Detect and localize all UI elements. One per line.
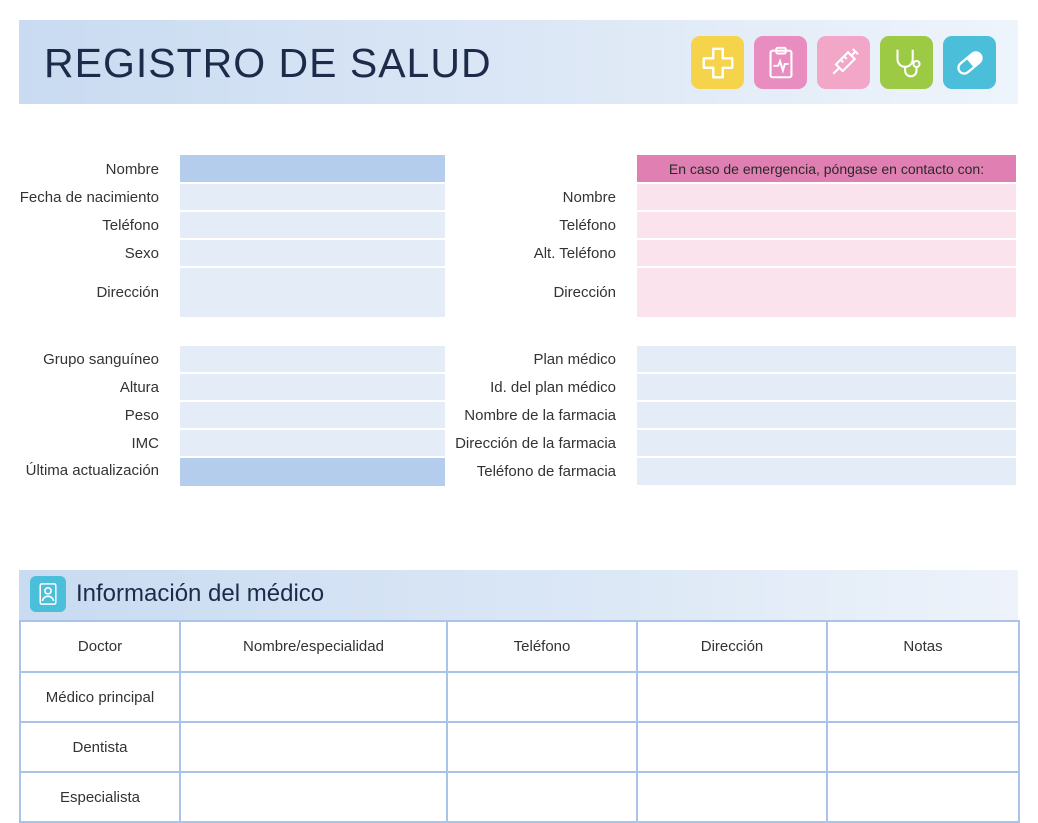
- stethoscope-icon: [880, 36, 933, 89]
- label-emergency-nombre: Nombre: [562, 189, 616, 206]
- column-header-notas: Notas: [827, 621, 1019, 672]
- table-cell[interactable]: [180, 722, 447, 772]
- label-emergency-direccion: Dirección: [553, 284, 616, 301]
- grupo-sanguineo-field[interactable]: [180, 346, 445, 372]
- column-header-telefono: Teléfono: [447, 621, 637, 672]
- emergency-alt-telefono-field[interactable]: [637, 240, 1016, 266]
- telefono-field[interactable]: [180, 212, 445, 238]
- table-row: [20, 722, 1019, 772]
- table-row: [20, 672, 1019, 722]
- syringe-icon: [817, 36, 870, 89]
- clipboard-heartbeat-icon: [754, 36, 807, 89]
- column-header-nombre-especialidad: Nombre/especialidad: [180, 621, 447, 672]
- doctor-section-header: [19, 570, 1018, 620]
- table-cell[interactable]: [637, 672, 827, 722]
- table-cell[interactable]: [447, 722, 637, 772]
- emergency-telefono-field[interactable]: [637, 212, 1016, 238]
- label-telefono-farmacia: Teléfono de farmacia: [476, 463, 616, 480]
- table-cell[interactable]: [827, 722, 1019, 772]
- label-nombre: Nombre: [105, 161, 159, 178]
- emergency-direccion-field[interactable]: [637, 268, 1016, 317]
- column-header-direccion: Dirección: [637, 621, 827, 672]
- table-cell[interactable]: [637, 722, 827, 772]
- label-fecha-nacimiento: Fecha de nacimiento: [19, 189, 159, 206]
- sexo-field[interactable]: [180, 240, 445, 266]
- label-sexo: Sexo: [124, 245, 159, 262]
- column-header-doctor: Doctor: [20, 621, 180, 672]
- row-label: Médico principal: [20, 672, 180, 722]
- label-plan-medico: Plan médico: [533, 351, 616, 368]
- label-direccion-farmacia: Dirección de la farmacia: [455, 435, 616, 452]
- emergency-heading: En caso de emergencia, póngase en contacto con:: [637, 155, 1016, 182]
- telefono-farmacia-field[interactable]: [637, 458, 1016, 485]
- peso-field[interactable]: [180, 402, 445, 428]
- nombre-field[interactable]: [180, 155, 445, 182]
- imc-field[interactable]: [180, 430, 445, 456]
- doctor-table: [19, 620, 1020, 823]
- table-cell[interactable]: [827, 772, 1019, 822]
- label-emergency-alt-telefono: Alt. Teléfono: [533, 245, 616, 262]
- table-cell[interactable]: [447, 672, 637, 722]
- table-cell[interactable]: [637, 772, 827, 822]
- doctor-badge-icon: [30, 576, 66, 612]
- table-cell[interactable]: [180, 772, 447, 822]
- row-label: Especialista: [20, 772, 180, 822]
- row-label: Dentista: [20, 722, 180, 772]
- label-imc: IMC: [131, 435, 159, 452]
- label-peso: Peso: [124, 407, 159, 424]
- table-row: [20, 772, 1019, 822]
- label-ultima-actualizacion: Última actualización: [25, 462, 159, 479]
- label-grupo-sanguineo: Grupo sanguíneo: [43, 351, 159, 368]
- emergency-nombre-field[interactable]: [637, 184, 1016, 210]
- label-id-plan-medico: Id. del plan médico: [490, 379, 616, 396]
- fecha-nacimiento-field[interactable]: [180, 184, 445, 210]
- direccion-farmacia-field[interactable]: [637, 430, 1016, 456]
- pill-icon: [943, 36, 996, 89]
- ultima-actualizacion-field[interactable]: [180, 458, 445, 486]
- label-direccion: Dirección: [96, 284, 159, 301]
- page-title: REGISTRO DE SALUD: [44, 40, 492, 86]
- header-banner: [19, 20, 1018, 104]
- label-telefono: Teléfono: [102, 217, 159, 234]
- label-nombre-farmacia: Nombre de la farmacia: [464, 407, 616, 424]
- nombre-farmacia-field[interactable]: [637, 402, 1016, 428]
- altura-field[interactable]: [180, 374, 445, 400]
- label-altura: Altura: [119, 379, 159, 396]
- table-cell[interactable]: [827, 672, 1019, 722]
- table-cell[interactable]: [180, 672, 447, 722]
- direccion-field[interactable]: [180, 268, 445, 317]
- doctor-section-title: Información del médico: [76, 580, 325, 607]
- header-icons: [691, 36, 996, 89]
- table-header-row: [20, 621, 1019, 672]
- table-cell[interactable]: [447, 772, 637, 822]
- plan-medico-field[interactable]: [637, 346, 1016, 372]
- cross-icon: [691, 36, 744, 89]
- id-plan-medico-field[interactable]: [637, 374, 1016, 400]
- label-emergency-telefono: Teléfono: [559, 217, 616, 234]
